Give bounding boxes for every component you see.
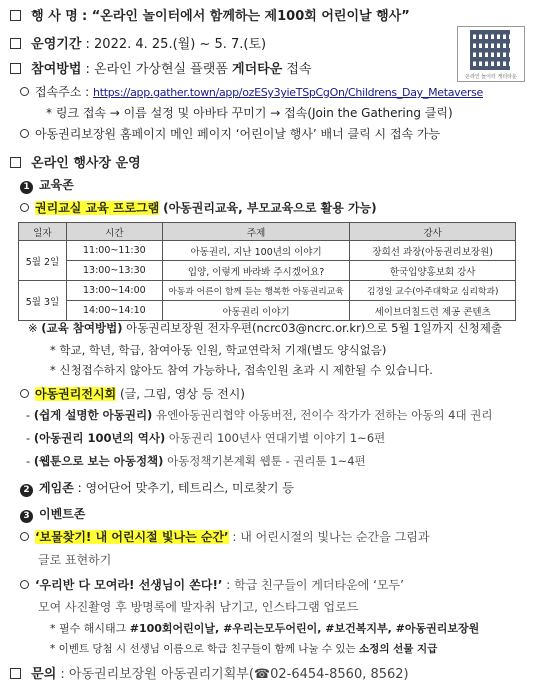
event1-row: [20, 528, 429, 545]
table-row: [19, 281, 516, 301]
exhibit-item-label: (아동권리 100년의 역사): [33, 431, 166, 445]
event2-text2: 모여 사진촬영 후 방명록에 발자취 남기고, 인스타그램 업로드: [38, 600, 359, 614]
exhibit-item: - (웹툰으로 보는 아동정책) 아동정책기본계획 웹툰 - 권리툰 1~4편: [26, 454, 366, 468]
number-1-icon: 1: [20, 181, 33, 194]
contact-row: [10, 663, 409, 682]
hashtag-prefix: * 필수 해시태그: [50, 622, 130, 635]
qr-code[interactable]: [457, 26, 525, 82]
checkbox-icon: [10, 668, 21, 679]
hashtag-row: [50, 620, 479, 636]
period-row: [10, 33, 266, 52]
time-cell: 13:00~13:30: [66, 261, 162, 281]
time-cell: 13:00~14:00: [66, 281, 162, 301]
prize-bold: 소정의 선물 지급: [359, 643, 438, 655]
checkbox-icon: [10, 38, 21, 49]
contact-label: 문의: [31, 667, 57, 682]
circle-bullet-icon: [20, 389, 29, 398]
access-banner-text: 아동권리보장원 홈페이지 메인 페이지 ‘어린이날 행사’ 배너 클릭 시 접속 가능: [35, 127, 441, 141]
table-row: [19, 261, 516, 281]
program-note: (아동권리교육, 부모교육으로 활용 가능): [163, 201, 377, 215]
table-row: [19, 301, 516, 321]
prize-prefix: * 이벤트 당첨 시 선생님 이름으로 학급 친구들이 함께 나눌 수 있는: [50, 643, 360, 655]
schedule-table: [18, 222, 516, 321]
circle-bullet-icon: [20, 532, 29, 541]
event2-title: ‘우리반 다 모여라! 선생님이 쏜다!’: [35, 578, 223, 592]
exhibit-item: - (쉽게 설명한 아동권리) 유엔아동권리협약 아동버전, 전이수 작가가 전하는 아동의 4대 권리: [26, 408, 493, 422]
access-address-row: [20, 83, 483, 100]
event1-text2: 글로 표현하기: [38, 553, 112, 567]
apply-row: [28, 320, 502, 336]
contact-text: : 아동권리보장원 아동권리기획부(☎02-6454-8560, 8562): [56, 667, 409, 682]
access-url-link[interactable]: https://app.gather.town/app/ozESy3yieTSpCgOn/Childrens_Day_Metaverse: [93, 86, 483, 99]
checkbox-icon: [10, 63, 21, 74]
table-row: [19, 241, 516, 261]
speaker-cell: 세이브더칠드런 제공 콘텐츠: [350, 301, 516, 321]
zone1-row: [20, 176, 74, 194]
circle-bullet-icon: [20, 580, 29, 589]
qr-caption: 온라인 놀이터 게더타운: [465, 74, 517, 80]
access-banner-row: [20, 125, 440, 142]
circle-bullet-icon: [20, 87, 29, 96]
number-3-icon: 3: [20, 510, 33, 523]
method-suffix: 접속: [282, 62, 312, 77]
venue-row: [10, 152, 141, 171]
apply-detail: * 학교, 학년, 학급, 참여아동 인원, 학교연락처 기재(별도 양식없음): [50, 343, 387, 357]
header-date: 일자: [19, 223, 67, 241]
event2-text: : 학급 친구들이 게더타운에 ‘모두’: [222, 578, 404, 592]
period-value: : 2022. 4. 25.(월) ~ 5. 7.(토): [85, 37, 267, 52]
exhibit-item-label: (쉽게 설명한 아동권리): [33, 408, 153, 422]
checkbox-icon: [10, 157, 21, 168]
event-row: [20, 505, 85, 523]
event2-row: [20, 576, 404, 593]
method-label: 참여방법: [31, 62, 82, 77]
game-title: 게임존: [39, 481, 74, 495]
title-value: : “온라인 놀이터에서 함께하는 제100회 어린이날 행사”: [82, 9, 410, 24]
exhibit-item-text: 유엔아동권리협약 아동버전, 전이수 작가가 전하는 아동의 4대 권리: [152, 408, 493, 422]
speaker-cell: 한국입양홍보회 강사: [350, 261, 516, 281]
exhibit-title: 아동권리전시회: [35, 387, 117, 401]
method-platform: 게더타운: [232, 62, 283, 77]
exhibit-item-label: (웹툰으로 보는 아동정책): [33, 454, 164, 468]
exhibit-note: (글, 그림, 영상 등 전시): [119, 387, 245, 401]
topic-cell: 아동권리, 지난 100년의 이야기: [162, 241, 350, 261]
exhibit-item: - (아동권리 100년의 역사) 아동권리 100년사 연대기별 이야기 1~6편: [26, 431, 386, 445]
apply-note: * 신청접수하지 않아도 참여 가능하나, 접속인원 초과 시 제한될 수 있습니다.: [50, 363, 433, 377]
exhibit-item-text: 아동권리 100년사 연대기별 이야기 1~6편: [165, 431, 386, 445]
header-topic: 주제: [162, 223, 350, 241]
event1-text: : 내 어린시절의 빛나는 순간을 그림과: [228, 530, 430, 544]
program-title: 권리교실 교육 프로그램: [35, 201, 160, 215]
access-steps: * 링크 접속 → 이름 설정 및 아바타 꾸미기 → 접속(Join the Gathering 클릭): [46, 106, 453, 120]
game-text: : 영어단어 맞추기, 테트리스, 미로찾기 등: [73, 481, 294, 495]
speaker-cell: 장희선 과장(아동권리보장원): [350, 241, 516, 261]
method-row: [10, 58, 312, 77]
topic-cell: 입양, 이렇게 바라봐 주시겠어요?: [162, 261, 350, 281]
speaker-cell: 김경일 교수(아주대학교 심리학과): [350, 281, 516, 301]
venue-title: 온라인 행사장 운영: [31, 156, 141, 171]
circle-bullet-icon: [20, 203, 29, 212]
header-speaker: 강사: [350, 223, 516, 241]
method-prefix: : 온라인 가상현실 플랫폼: [85, 62, 233, 77]
apply-text: 아동권리보장원 전자우편(ncrc03@ncrc.or.kr)으로 5월 1일까지 신청제출: [122, 321, 502, 335]
time-cell: 14:00~14:10: [66, 301, 162, 321]
number-2-icon: 2: [20, 484, 33, 497]
topic-cell: 아동권리 이야기: [162, 301, 350, 321]
exhibit-item-text: 아동정책기본계획 웹툰 - 권리툰 1~4편: [163, 454, 366, 468]
exhibit-row: [20, 385, 245, 402]
event1-title: ‘보물찾기! 내 어린시절 빛나는 순간’: [35, 530, 229, 544]
title-row: [10, 5, 410, 24]
checkbox-icon: [10, 10, 21, 21]
apply-prefix: ※: [28, 321, 42, 335]
hashtag-list: #100회어린이날, #우리는모두어린이, #보건복지부, #아동권리보장원: [129, 622, 480, 635]
prize-row: [50, 641, 437, 656]
topic-cell: 아동과 어른이 함께 듣는 행복한 아동권리교육: [162, 281, 350, 301]
period-label: 운영기간: [31, 37, 82, 52]
header-time: 시간: [66, 223, 162, 241]
event-title: 이벤트존: [39, 507, 86, 521]
time-cell: 11:00~11:30: [66, 241, 162, 261]
zone1-title: 교육존: [39, 178, 74, 192]
access-address-label: 접속주소 :: [35, 85, 94, 99]
title-label: 행 사 명: [31, 9, 78, 24]
qr-code-icon: [470, 30, 510, 70]
table-header-row: [19, 223, 516, 241]
game-row: [20, 479, 294, 497]
apply-label: (교육 참여방법): [41, 321, 123, 335]
date-cell: 5월 2일: [19, 241, 67, 281]
program-row: [20, 199, 377, 216]
date-cell: 5월 3일: [19, 281, 67, 321]
circle-bullet-icon: [20, 129, 29, 138]
